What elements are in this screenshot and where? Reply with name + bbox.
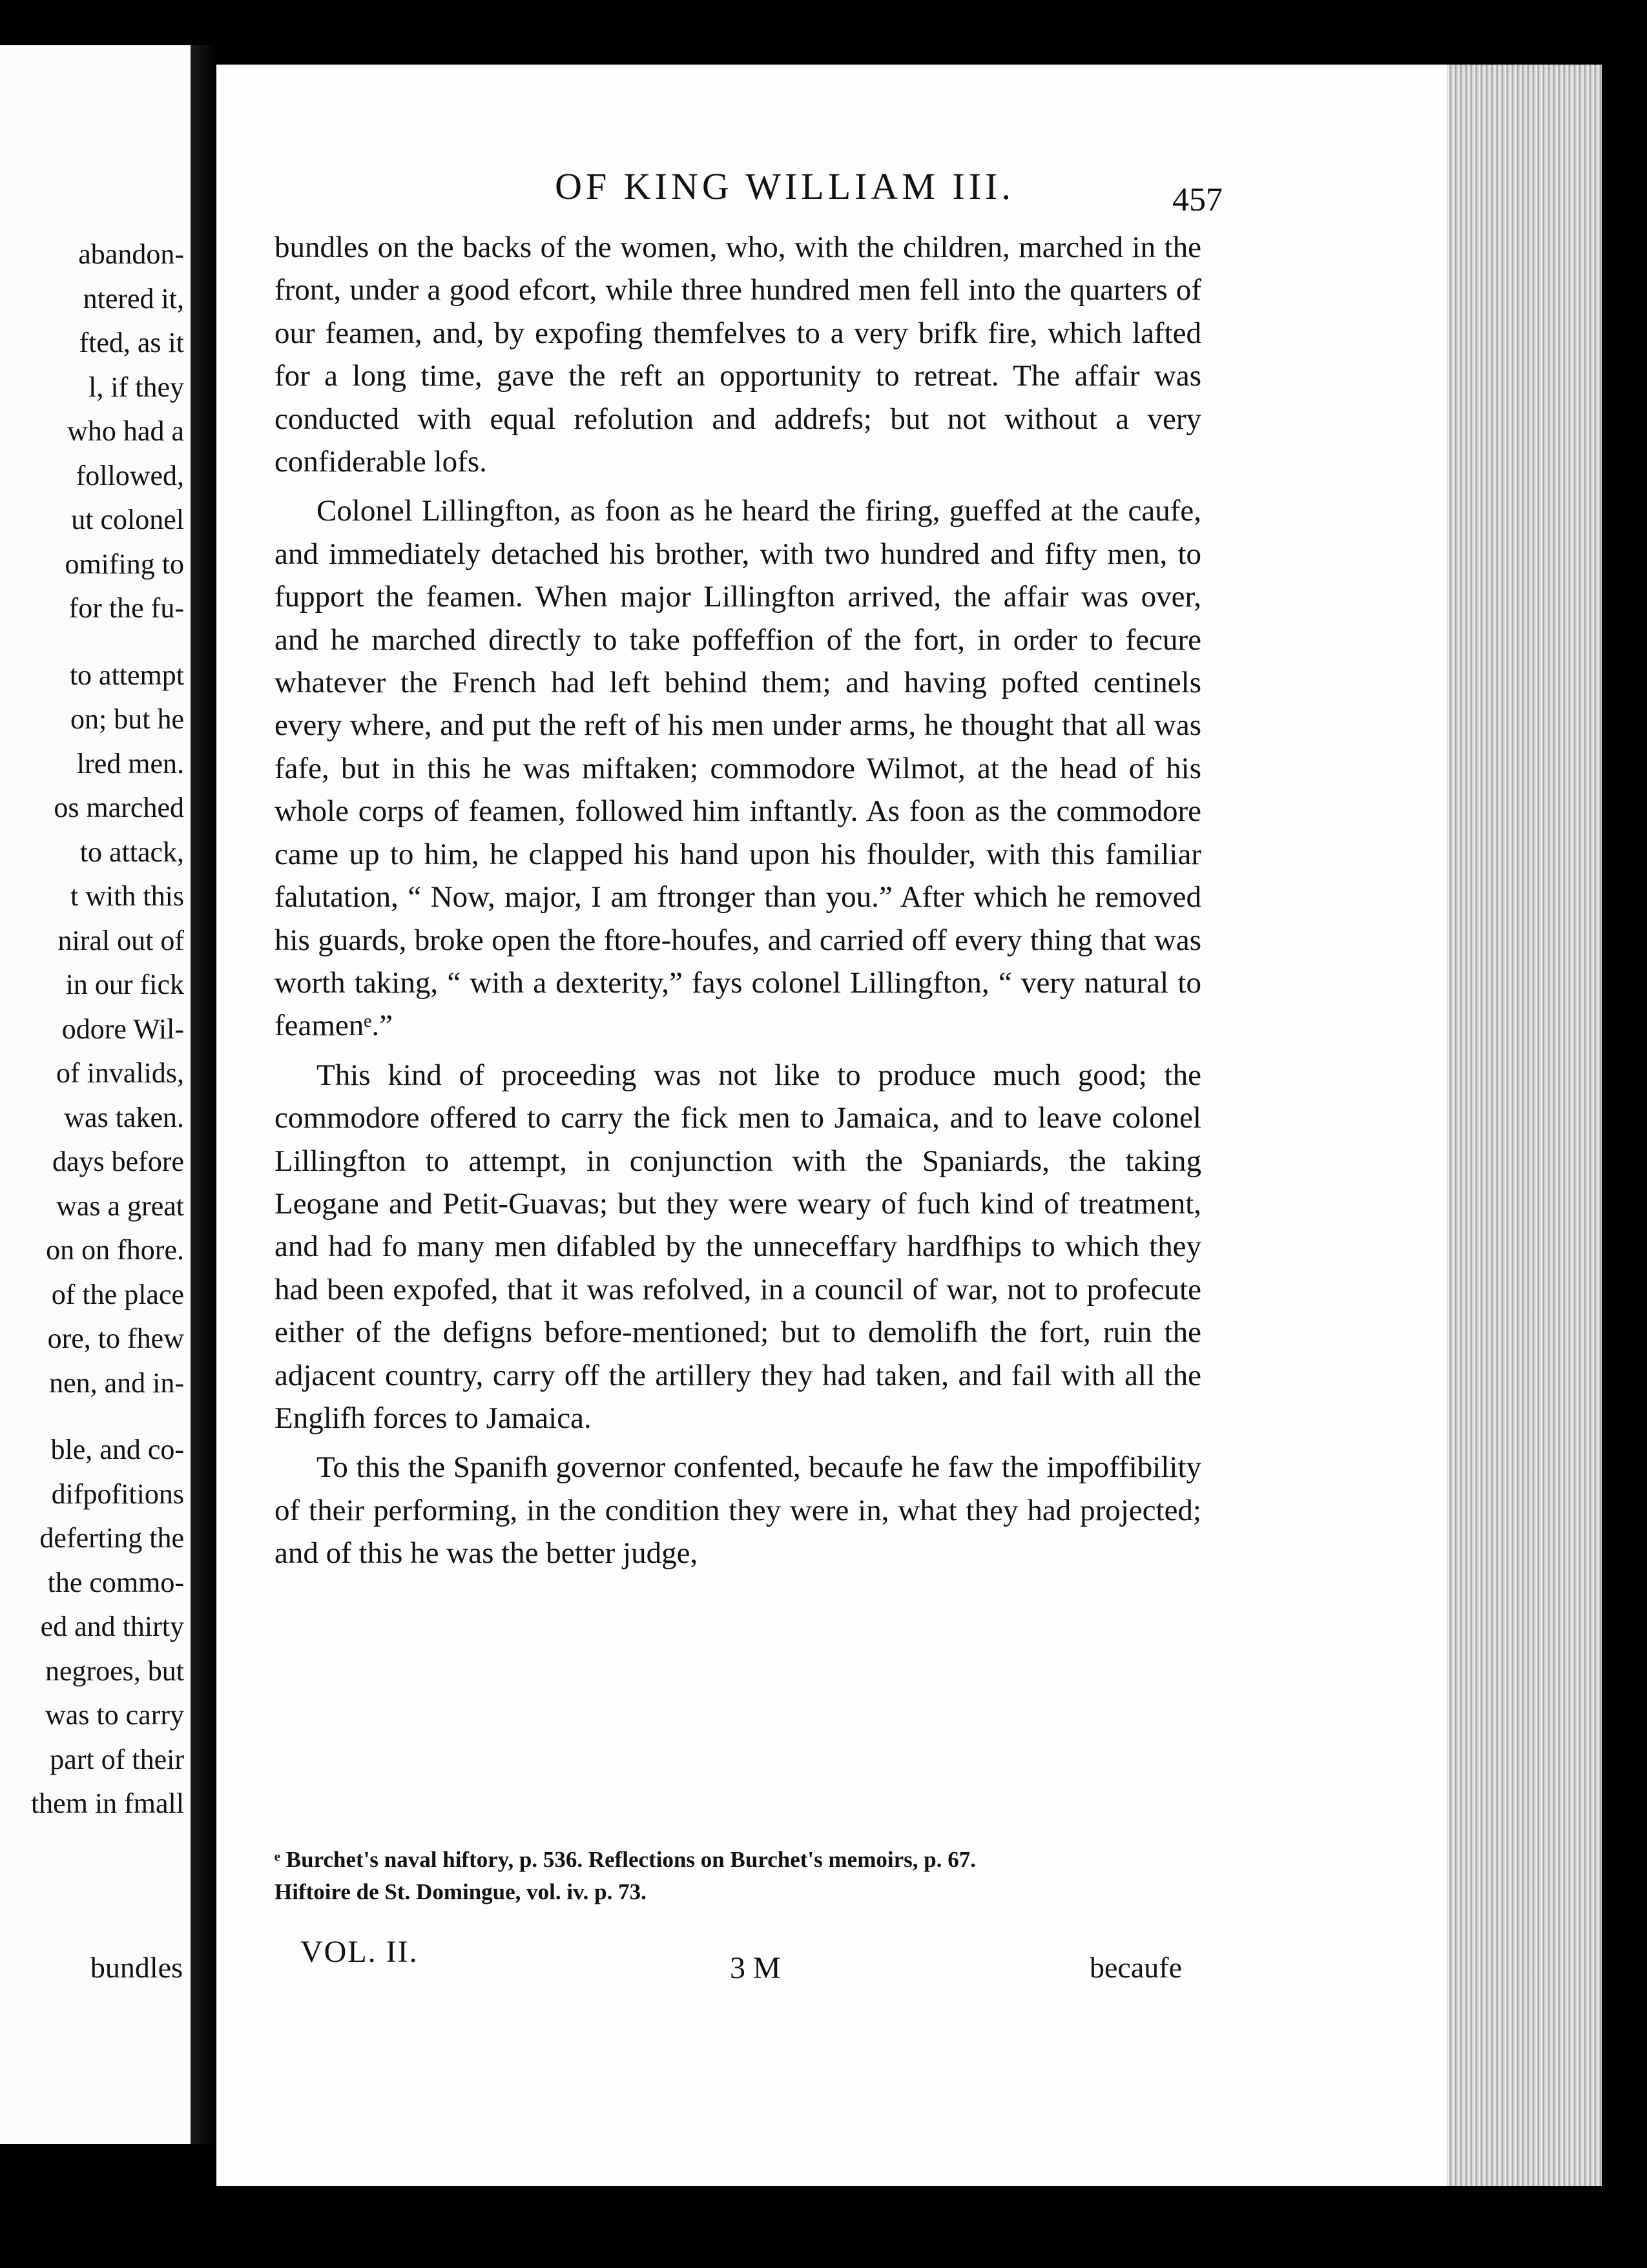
facing-page-line: days before (52, 1146, 184, 1177)
facing-page-line: abandon- (78, 238, 184, 270)
facing-page-fragment (0, 45, 191, 2144)
facing-page-line: for the fu- (68, 592, 184, 624)
facing-page-line: to attempt (69, 659, 184, 691)
volume-signature: VOL. II. (300, 1935, 419, 1969)
facing-page-line: the commo- (47, 1566, 184, 1598)
facing-page-text (0, 232, 184, 1826)
page-number: 457 (1172, 181, 1223, 218)
facing-page-line: on on fhore. (46, 1234, 184, 1266)
facing-page-line: difpofitions (51, 1478, 184, 1510)
facing-page-line: of the place (51, 1278, 184, 1310)
catchword: becaufe (1090, 1951, 1182, 1984)
facing-page-line (0, 1405, 184, 1428)
footnote-line: Hiftoire de St. Domingue, vol. iv. p. 73. (274, 1879, 647, 1904)
body-text (274, 226, 1201, 1582)
facing-page-line: negroes, but (45, 1655, 184, 1687)
sheet-signature-mark: 3 M (730, 1951, 781, 1985)
paragraph: bundles on the backs of the women, who, with the children, marched in the front, under a good efcort, while three hundred men fell into the quarters of our feamen, and, by expofing themfelves to a very brifk fire, which lafted for a long time, gave the reft an opportunity to retreat. The affair was conducted with equal refolution and addrefs; but not without a very confiderable lofs. (274, 231, 1201, 479)
facing-page-line: ble, and co- (50, 1434, 184, 1465)
facing-page-line: of invalids, (56, 1057, 184, 1089)
facing-page-line: was taken. (64, 1101, 184, 1133)
running-head: OF KING WILLIAM III. (555, 165, 1015, 207)
facing-page-line: ore, to fhew (47, 1323, 184, 1354)
footnote (274, 1844, 1205, 1908)
paragraph: Colonel Lillingfton, as foon as he heard the firing, gueffed at the caufe, and immediately detached his brother, with two hundred and fifty men, to fupport the feamen. When major Lillingfton arrived, the affair was over, and he marched directly to take poffeffion of the fort, in order to fecure whatever the French had left behind them; and having pofted centinels every where, and put the reft of his men under arms, he thought that all was fafe, but in this he was miftaken; commodore Wilmot, at the head of his whole corps of feamen, followed him inftantly. As foon as the commodore came up to him, he clapped his hand upon his fhoulder, with this familiar falutation, “ Now, major, I am ftronger than you.” After which he removed his guards, broke open the ftore-houfes, and carried off every thing that was worth taking, “ with a dexterity,” fays colonel Lillingfton, “ very natural to feamenᵉ.” (274, 494, 1201, 1043)
facing-page-line: t with this (70, 880, 184, 912)
facing-page-line: nen, and in- (49, 1366, 184, 1399)
page (216, 65, 1453, 2186)
facing-page-line: ut colonel (71, 504, 184, 535)
facing-page-line: who had a (67, 415, 184, 447)
facing-page-catchword: bundles (90, 1951, 183, 1984)
facing-page-line: in our fick (65, 969, 184, 1000)
facing-page-line: followed, (76, 459, 184, 491)
facing-page-line: them in fmall (30, 1788, 184, 1819)
footnote-line: ᵉ Burchet's naval hiftory, p. 536. Reflections on Burchet's memoirs, p. 67. (274, 1847, 976, 1872)
paragraph: To this the Spanifh governor confented, becaufe he faw the impoffibility of their performing, in the condition they were in, what they had projected; and of this he was the better judge, (274, 1450, 1201, 1571)
facing-page-line: os marched (54, 792, 184, 823)
facing-page-line: part of their (50, 1743, 184, 1775)
facing-page-line: ed and thirty (40, 1611, 184, 1642)
facing-page-line (0, 631, 184, 654)
facing-page-line: deferting the (39, 1522, 184, 1554)
facing-page-line: was a great (56, 1190, 184, 1222)
facing-page-line: on; but he (70, 703, 184, 735)
paragraph: This kind of proceeding was not like to produce much good; the commodore offered to carry the fick men to Jamaica, and to leave colonel Lillingfton to attempt, in conjunction with the Spaniards, the taking Leogane and Petit-Guavas; but they were weary of fuch kind of treatment, and had fo many men difabled by the unneceffary hardfhips to which they had been expofed, that it was refolved, in a council of war, not to profecute either of the defigns before-mentioned; but to demolifh the fort, ruin the adjacent country, carry off the artillery they had taken, and fail with all the Englifh forces to Jamaica. (274, 1058, 1201, 1435)
facing-page-line: to attack, (79, 836, 184, 868)
facing-page-line: fted, as it (79, 327, 184, 358)
page-edges (1447, 65, 1602, 2186)
facing-page-line: odore Wil- (61, 1013, 184, 1045)
facing-page-line: niral out of (57, 924, 184, 956)
facing-page-line: omifing to (65, 548, 184, 580)
facing-page-line: l, if they (88, 371, 184, 403)
book-gutter (191, 45, 216, 2144)
facing-page-line: lred men. (76, 747, 184, 779)
facing-page-line: ntered it, (83, 282, 184, 314)
facing-page-line: was to carry (45, 1699, 184, 1731)
